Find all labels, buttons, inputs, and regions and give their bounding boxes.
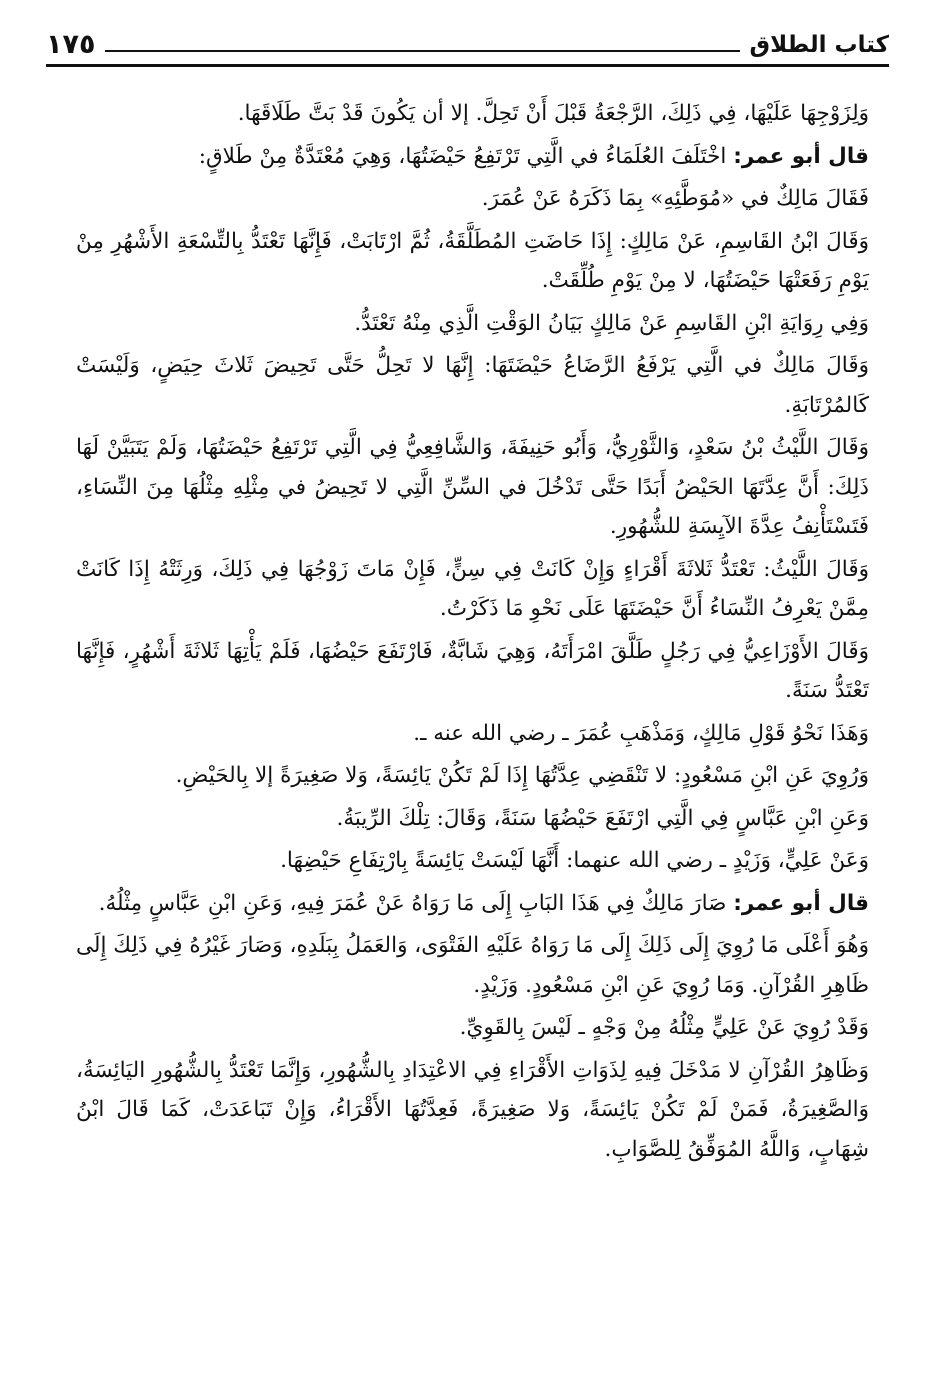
paragraph-text: وَفِي رِوَايَةِ ابْنِ القَاسِمِ عَنْ مَالِكٍ بَيَانُ الوَقْتِ الَّذِي مِنْهُ تَعْتَدُّ. xyxy=(354,310,869,336)
paragraph-text: فَقَالَ مَالِكٌ في «مُوَطَّئِهِ» بِمَا ذَكَرَهُ عَنْ عُمَرَ. xyxy=(481,186,869,211)
paragraph xyxy=(76,550,869,629)
paragraph-text: وَقَالَ ابْنُ القَاسِمِ، عَنْ مَالِكٍ: إِذَا حَاضَتِ المُطَلَّقَةُ، ثُمَّ ارْتَابَتْ، فَإِنَّهَا تَعْتَدُّ بِالتِّسْعَةِ الأَشْهُرِ مِنْ يَوْمِ رَفَعَتْهَا حَيْضَتُهَا، لا مِنْ يَوْمِ طُلِّقَتْ. xyxy=(76,228,869,293)
paragraph xyxy=(76,94,869,134)
paragraph-text: وَعَنِ ابْنِ عَبَّاسٍ فِي الَّتِي ارْتَفَعَ حَيْضُهَا سَنَةً، وَقَالَ: تِلْكَ الرِّيبَةُ. xyxy=(336,805,869,831)
paragraph xyxy=(76,884,869,924)
paragraph xyxy=(76,841,869,881)
book-title: كتاب الطلاق xyxy=(749,32,889,58)
running-header xyxy=(46,22,889,62)
paragraph xyxy=(76,1008,869,1048)
paragraph xyxy=(76,799,869,839)
paragraph-text: وَهَذَا نَحْوُ قَوْلِ مَالِكٍ، وَمَذْهَبِ عُمَرَ ـ رضي الله عنه ـ. xyxy=(413,720,869,746)
paragraph-text: وَقَالَ الأَوْزَاعِيُّ فِي رَجُلٍ طَلَّقَ امْرَأَتَهُ، وَهِيَ شَابَّةٌ، فَارْتَفَعَ حَيْضُهَا، فَلَمْ يَأْتِهَا ثَلاثَةَ أَشْهُرٍ، فَإِنَّهَا تَعْتَدُّ سَنَةً. xyxy=(76,638,869,703)
paragraph xyxy=(76,756,869,796)
paragraph-text: وَقَالَ مَالِكٌ في الَّتِي يَرْفَعُ الرَّضَاعُ حَيْضَتَهَا: إِنَّهَا لا تَحِلُّ حَتَّى تَحِيضَ ثَلاثَ حِيَضٍ، وَلَيْسَتْ كَالمُرْتَابَةِ. xyxy=(76,353,869,418)
paragraph-text: وَعَنْ عَلِيٍّ، وَزَيْدٍ ـ رضي الله عنهما: أَنَّهَا لَيْسَتْ يَائِسَةً بِارْتِفَاعِ حَيْضِهَا. xyxy=(280,848,869,873)
paragraph xyxy=(76,632,869,711)
paragraph-text: وَقَالَ اللَّيْثُ بْنُ سَعْدٍ، وَالثَّوْرِيُّ، وَأَبُو حَنِيفَةَ، وَالشَّافِعِيُّ فِي الَّتِي تَرْتَفِعُ حَيْضَتُهَا، وَلَمْ يَتَبَيَّنْ لَهَا ذَلِكَ: أَنَّ عِدَّتَهَا الحَيْضُ أَبَدًا حَتَّى تَدْخُلَ في السِّنِّ الَّتِي لا تَحِيضُ في مِثْلِهِ مِثْلُهَا مِنَ النِّسَاءِ، فَتَسْتَأْنِفُ عِدَّةَ الآيِسَةِ للشُّهُورِ. xyxy=(76,435,869,539)
paragraph-text: وَهُوَ أَعْلَى مَا رُوِيَ إِلَى ذَلِكَ إِلَى مَا رَوَاهُ عَلَيْهِ الفَتْوَى، وَالعَمَلُ بِبَلَدِهِ، وَصَارَ غَيْرُهُ فِي ذَلِكَ إِلَى ظَاهِرِ القُرْآنِ. وَمَا رُوِيَ عَنِ ابْنِ مَسْعُودٍ. وَزَيْدٍ. xyxy=(76,933,869,998)
paragraph xyxy=(76,346,869,425)
header-rule xyxy=(46,64,889,67)
paragraph xyxy=(76,137,869,177)
speaker-label: قال أبو عمر: xyxy=(733,143,869,169)
paragraph-text: صَارَ مَالِكٌ فِي هَذَا البَابِ إِلَى مَا رَوَاهُ عَنْ عُمَرَ فِيهِ، وَعَنِ ابْنِ عَبَّاسٍ مِثْلُهُ. xyxy=(98,890,734,916)
speaker-label: قال أبو عمر: xyxy=(733,890,869,916)
header-dash-line xyxy=(105,50,739,52)
page-body xyxy=(76,94,869,1169)
paragraph xyxy=(76,428,869,547)
paragraph xyxy=(76,1051,869,1170)
paragraph-text: وَظَاهِرُ القُرْآنِ لا مَدْخَلَ فِيهِ لِذَوَاتِ الأَقْرَاءِ فِي الاعْتِدَادِ بِالشُّهُورِ، وَإِنَّمَا تَعْتَدُّ بِالشُّهُورِ اليَائِسَةُ، وَالصَّغِيرَةُ، فَمَنْ لَمْ تَكُنْ يَائِسَةً، وَلا صَغِيرَةً، فَعِدَّتُهَا الأَقْرَاءُ، وَإِنْ تَبَاعَدَتْ، كَمَا قَالَ ابْنُ شِهَابٍ، وَاللَّهُ المُوَفِّقُ لِلصَّوَابِ. xyxy=(76,1057,869,1162)
paragraph-text: وَلِزَوْجِهَا عَلَيْهَا، فِي ذَلِكَ، الرَّجْعَةُ قَبْلَ أَنْ تَحِلَّ. إلا أن يَكُونَ قَدْ بَتَّ طَلَاقَهَا. xyxy=(237,101,869,126)
paragraph-text: وَقَدْ رُوِيَ عَنْ عَلِيٍّ مِثْلُهُ مِنْ وَجْهٍ ـ لَيْسَ بِالقَوِيِّ. xyxy=(459,1015,869,1040)
paragraph xyxy=(76,179,869,219)
paragraph-text: وَقَالَ اللَّيْثُ: تَعْتَدُّ ثَلاثَةَ أَقْرَاءٍ وَإِنْ كَانَتْ فِي سِنٍّ، فَإِنْ مَاتَ زَوْجُهَا فِي ذَلِكَ، وَرِثَتْهُ إِذَا كَانَتْ مِمَّنْ يَعْرِفُ النِّسَاءُ أَنَّ حَيْضَتَهَا عَلَى نَحْوِ مَا ذَكَرْتُ. xyxy=(76,556,869,621)
paragraph-text: اخْتَلَفَ العُلَمَاءُ في الَّتِي تَرْتَفِعُ حَيْضَتُهَا، وَهِيَ مُعْتَدَّةٌ مِنْ طَلاقٍ: xyxy=(198,143,734,169)
paragraph-text: وَرُوِيَ عَنِ ابْنِ مَسْعُودٍ: لا تَنْقَضِي عِدَّتُهَا إِذَا لَمْ تَكُنْ يَائِسَةً، وَلا صَغِيرَةً إلا بِالحَيْضِ. xyxy=(175,763,869,788)
paragraph xyxy=(76,304,869,344)
paragraph xyxy=(76,222,869,301)
page-number: ١٧٥ xyxy=(46,29,96,60)
paragraph xyxy=(76,926,869,1005)
paragraph xyxy=(76,714,869,754)
